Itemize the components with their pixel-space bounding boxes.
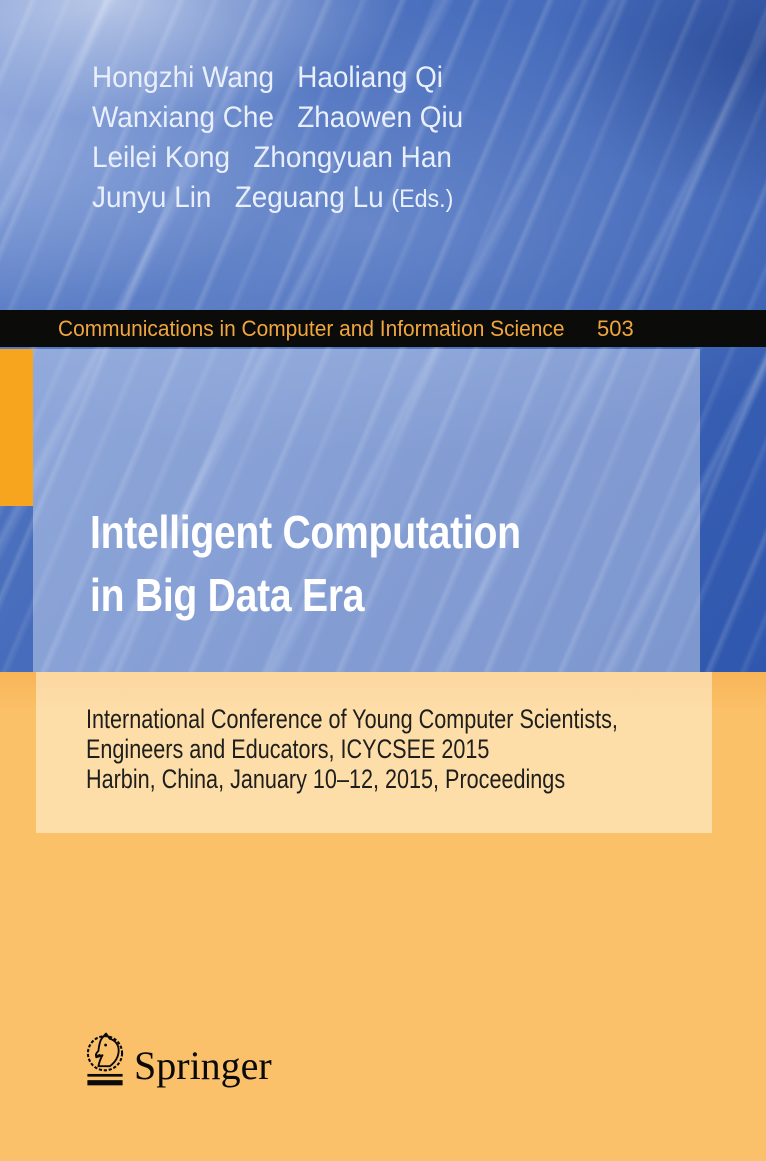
author-names: Junyu Lin Zeguang Lu (92, 181, 392, 214)
orange-spine-tab (0, 349, 33, 506)
book-title (90, 501, 597, 627)
springer-wordmark: Springer (134, 1043, 272, 1088)
cover-background-bottom (0, 672, 766, 1161)
title-panel (33, 349, 700, 672)
series-volume-number: 503 (597, 316, 634, 341)
author-line-4 (92, 178, 463, 219)
author-line-2: Wanxiang Che Zhaowen Qiu (92, 101, 464, 134)
book-title-line-1: Intelligent Computation (90, 506, 521, 558)
subtitle-panel (36, 672, 712, 833)
author-block (92, 58, 491, 219)
editors-suffix: (Eds.) (391, 185, 454, 213)
springer-horse-icon (84, 1032, 126, 1090)
series-band (0, 310, 766, 347)
book-subtitle (86, 704, 751, 794)
subtitle-line-3: Harbin, China, January 10–12, 2015, Proceedings (86, 764, 566, 794)
subtitle-line-1: International Conference of Young Computer Scientists, (86, 704, 618, 734)
book-title-line-2: in Big Data Era (90, 569, 365, 621)
author-line-1: Hongzhi Wang Haoliang Qi (92, 61, 444, 94)
author-line-3: Leilei Kong Zhongyuan Han (92, 141, 452, 174)
series-name: Communications in Computer and Information Science (58, 315, 565, 341)
subtitle-line-2: Engineers and Educators, ICYCSEE 2015 (86, 734, 490, 764)
